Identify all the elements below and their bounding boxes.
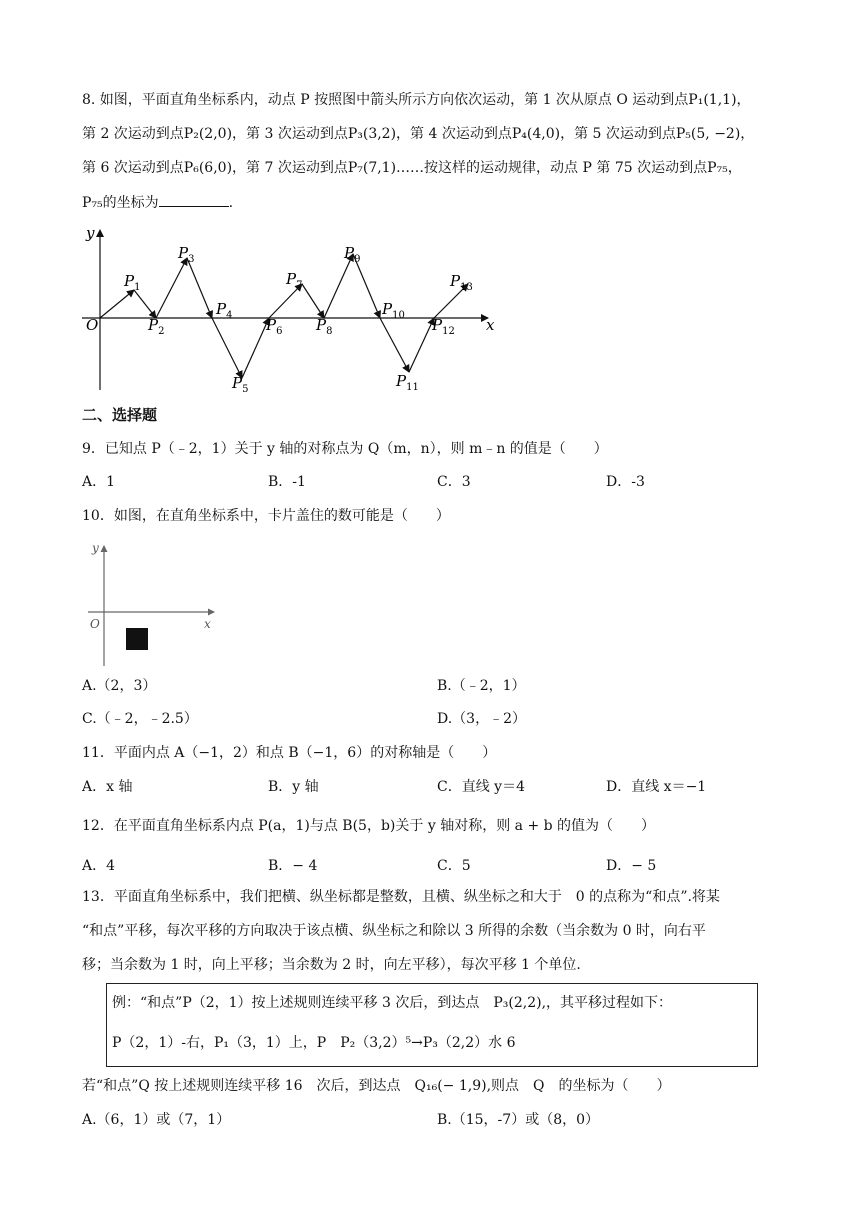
point-label: $P_7$ bbox=[286, 270, 303, 291]
q13-line-1: 13．平面直角坐标系中，我们把横、纵坐标都是整数，且横、纵坐标之和大于 0 的点称为“和点”.将某 bbox=[82, 889, 720, 905]
q9-stem: 9．已知点 P（﹣2，1）关于 y 轴的对称点为 Q（m，n），则 m﹣n 的值是（ ） bbox=[82, 441, 608, 457]
y-axis-label: y bbox=[92, 541, 99, 555]
q13-line-3: 移；当余数为 1 时，向上平移；当余数为 2 时，向左平移），每次平移 1 个单位. bbox=[82, 957, 581, 973]
path-segment bbox=[134, 290, 156, 318]
q8-line-1: 8. 如图，平面直角坐标系内，动点 P 按照图中箭头所示方向依次运动，第 1 次从原点 O 运动到点P₁(1,1)， bbox=[82, 92, 751, 108]
point-label: $P_1$ bbox=[124, 272, 141, 293]
q12-option-d[interactable]: D．− 5 bbox=[606, 858, 657, 874]
point-label: $P_{13}$ bbox=[450, 272, 473, 293]
section-heading: 二、选择题 bbox=[82, 406, 158, 424]
answer-blank[interactable] bbox=[159, 192, 229, 207]
point-label: $P_2$ bbox=[148, 316, 165, 337]
x-axis-label: x bbox=[204, 617, 211, 631]
point-label: $P_9$ bbox=[344, 244, 361, 265]
point-label: $P_8$ bbox=[316, 316, 333, 337]
path-segment bbox=[380, 318, 409, 372]
point-label: $P_3$ bbox=[178, 244, 195, 265]
q9-option-a[interactable]: A．1 bbox=[82, 474, 116, 490]
q12-option-a[interactable]: A．4 bbox=[82, 858, 116, 874]
y-axis-label: y bbox=[86, 224, 95, 242]
path-segment bbox=[242, 318, 269, 378]
q11-option-c[interactable]: C．直线 y＝4 bbox=[437, 779, 525, 795]
q8-line-2: 第 2 次运动到点P₂(2,0)，第 3 次运动到点P₃(3,2)，第 4 次运动到点P₄(4,0)，第 5 次运动到点P₅(5, −2)， bbox=[82, 126, 755, 142]
q11-option-d[interactable]: D．直线 x＝−1 bbox=[606, 779, 707, 795]
path-segment bbox=[156, 258, 187, 318]
q10-option-b[interactable]: B.（﹣2，1） bbox=[437, 678, 526, 694]
q8-line-3: 第 6 次运动到点P₆(6,0)，第 7 次运动到点P₇(7,1)……按这样的运动规律，动点 P 第 75 次运动到点P₇₅， bbox=[82, 160, 742, 176]
path-segment bbox=[409, 318, 434, 372]
q8-line-4-text: P₇₅的坐标为 bbox=[82, 195, 159, 211]
q13-line-2: “和点”平移，每次平移的方向取决于该点横、纵坐标之和除以 3 所得的余数（当余数为 0 时，向右平 bbox=[82, 923, 706, 939]
q10-stem: 10．如图，在直角坐标系中，卡片盖住的数可能是（ ） bbox=[82, 508, 450, 524]
path-segment bbox=[302, 284, 324, 318]
point-label: $P_{12}$ bbox=[432, 316, 455, 337]
x-axis-label: x bbox=[486, 316, 495, 334]
point-label: $P_{10}$ bbox=[382, 300, 405, 321]
example-line-1: 例：“和点”P（2，1）按上述规则连续平移 3 次后，到达点 P₃(2,2),，其平移过程如下： bbox=[112, 995, 673, 1011]
point-label: $P_4$ bbox=[216, 300, 233, 321]
q11-option-b[interactable]: B．y 轴 bbox=[268, 779, 319, 795]
point-label: $P_{11}$ bbox=[396, 372, 419, 393]
q10-option-c[interactable]: C.（﹣2，﹣2.5） bbox=[82, 711, 198, 727]
path-segment bbox=[324, 254, 353, 318]
q11-stem: 11．平面内点 A（−1，2）和点 B（−1，6）的对称轴是（ ） bbox=[82, 745, 497, 761]
point-label: $P_5$ bbox=[232, 374, 249, 394]
q12-option-c[interactable]: C．5 bbox=[437, 858, 471, 874]
q12-stem: 12．在平面直角坐标系内点 P(a，1)与点 B(5，b)关于 y 轴对称，则 a + b 的值为（ ） bbox=[82, 818, 656, 834]
q9-option-d[interactable]: D．-3 bbox=[606, 474, 645, 490]
path-segment bbox=[187, 258, 212, 318]
path-segment bbox=[212, 318, 242, 378]
card-square bbox=[126, 628, 148, 650]
point-label: $P_6$ bbox=[266, 316, 283, 337]
origin-label: O bbox=[90, 617, 100, 631]
q12-option-b[interactable]: B．− 4 bbox=[268, 858, 318, 874]
q10-option-d[interactable]: D.（3，﹣2） bbox=[437, 711, 526, 727]
zigzag-coordinate-figure bbox=[78, 222, 508, 394]
origin-label: O bbox=[86, 316, 99, 334]
q13-option-a[interactable]: A.（6，1）或（7，1） bbox=[82, 1112, 231, 1128]
q13-option-b[interactable]: B.（15，-7）或（8，0） bbox=[437, 1112, 600, 1128]
q11-option-a[interactable]: A．x 轴 bbox=[82, 779, 133, 795]
q10-option-a[interactable]: A.（2，3） bbox=[82, 678, 157, 694]
q9-option-b[interactable]: B．-1 bbox=[268, 474, 306, 490]
path-segment bbox=[100, 290, 134, 318]
q8-line-4-end: . bbox=[228, 195, 234, 211]
q13-stem-2: 若“和点”Q 按上述规则连续平移 16 次后，到达点 Q₁₆(− 1,9),则点 Q 的坐标为（ ） bbox=[82, 1078, 671, 1094]
card-coordinate-figure bbox=[84, 538, 220, 670]
q9-option-c[interactable]: C．3 bbox=[437, 474, 471, 490]
example-line-2: P（2，1）-右，P₁（3，1）上，P P₂（3,2）⁵→P₃（2,2）水 6 bbox=[112, 1035, 516, 1051]
q8-line-4 bbox=[82, 192, 233, 213]
